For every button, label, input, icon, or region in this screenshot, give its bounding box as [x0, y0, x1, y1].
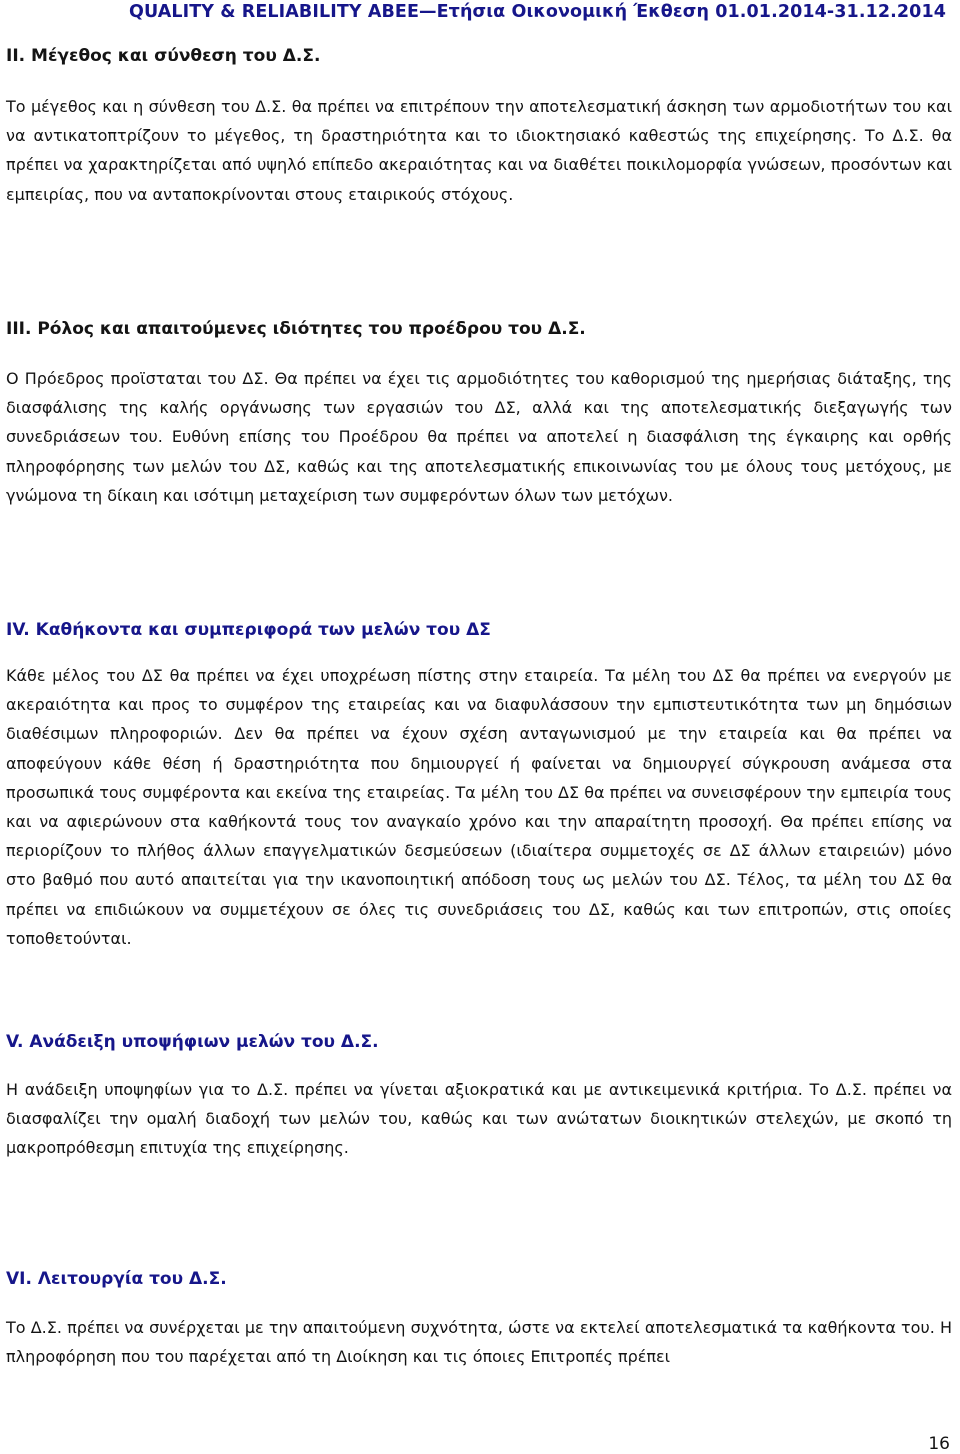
section-body-v: Η ανάδειξη υποψηφίων για το Δ.Σ. πρέπει να γίνεται αξιοκρατικά και με αντικειμενικά κριτήρια. Το Δ.Σ. πρέπει να διασφαλίζει την ομαλή διαδοχή των μελών του, καθώς και των ανώτατων διοικητικών στελεχών, με σκοπό τη μακροπρόθεσμη επιτυχία της επιχείρησης. [6, 1080, 952, 1158]
section-body-vi: Το Δ.Σ. πρέπει να συνέρχεται με την απαιτούμενη συχνότητα, ώστε να εκτελεί αποτελεσματικά τα καθήκοντα του. Η πληροφόρηση που του παρέχεται από τη Διοίκηση και τις όποιες Επιτροπές πρέπει [6, 1318, 952, 1367]
section-heading-iii: III. Ρόλος και απαιτούμενες ιδιότητες του προέδρου του Δ.Σ. [6, 319, 586, 339]
section-heading-v: V. Ανάδειξη υποψήφιων μελών του Δ.Σ. [6, 1032, 379, 1052]
section-heading-ii: II. Μέγεθος και σύνθεση του Δ.Σ. [6, 46, 321, 66]
section-body-iv: Κάθε μέλος του ΔΣ θα πρέπει να έχει υποχρέωση πίστης στην εταιρεία. Τα μέλη του ΔΣ θα πρέπει να ενεργούν με ακεραιότητα και προς το συμφέρον της εταιρείας και να διαφυλάσσουν την εμπιστευτικότητα των μη δημόσιων διαθέσιμων πληροφοριών. Δεν θα πρέπει να έχουν σχέση ανταγωνισμού με την εταιρεία και θα πρέπει να αποφεύγουν κάθε θέση ή δραστηριότητα που δημιουργεί ή φαίνεται να δημιουργεί σύγκρουση ανάμεσα στα προσωπικά τους συμφέροντα και εκείνα της εταιρείας. Τα μέλη του ΔΣ θα πρέπει να συνεισφέρουν την εμπειρία τους και να αφιερώνουν στα καθήκοντά τους τον αναγκαίο χρόνο και την απαραίτητη προσοχή. Θα πρέπει επίσης να περιορίζουν το πλήθος άλλων επαγγελματικών δεσμεύσεων (ιδιαίτερα συμμετοχές σε ΔΣ άλλων εταιρειών) μόνο στο βαθμό που αυτό απαιτείται για την ικανοποιητική απόδοση τους ως μελών του ΔΣ. Τέλος, τα μέλη του ΔΣ θα πρέπει να επιδιώκουν να συμμετέχουν σε όλες τις συνεδριάσεις του ΔΣ, καθώς και των επιτροπών, στις οποίες τοποθετούνται. [6, 666, 952, 948]
section-heading-vi: VI. Λειτουργία του Δ.Σ. [6, 1269, 227, 1289]
section-body-ii: Το μέγεθος και η σύνθεση του Δ.Σ. θα πρέπει να επιτρέπουν την αποτελεσματική άσκηση των αρμοδιοτήτων του και να αντικατοπτρίζουν το μέγεθος, τη δραστηριότητα και το ιδιοκτησιακό καθεστώς της επιχείρησης. Το Δ.Σ. θα πρέπει να χαρακτηρίζεται από υψηλό επίπεδο ακεραιότητας και να διαθέτει ποικιλομορφία γνώσεων, προσόντων και εμπειρίας, που να ανταποκρίνονται στους εταιρικούς στόχους. [6, 97, 952, 204]
page-number: 16 [928, 1434, 950, 1454]
section-heading-iv: IV. Καθήκοντα και συμπεριφορά των μελών του ΔΣ [6, 620, 491, 640]
section-body-iii: Ο Πρόεδρος προϊσταται του ΔΣ. Θα πρέπει να έχει τις αρμοδιότητες του καθορισμού της ημερήσιας διάταξης, της διασφάλισης της καλής οργάνωσης των εργασιών του ΔΣ, αλλά και της αποτελεσματικής διεξαγωγής των συνεδριάσεων του. Ευθύνη επίσης του Προέδρου θα πρέπει να αποτελεί η διασφάλιση της έγκαιρης και ορθής πληροφόρησης των μελών του ΔΣ, καθώς και της αποτελεσματικής επικοινωνίας του με όλους τους μετόχους, με γνώμονα τη δίκαιη και ισότιμη μεταχείριση των συμφερόντων όλων των μετόχων. [6, 369, 952, 505]
running-header: QUALITY & RELIABILITY ABEE—Ετήσια Οικονομική Έκθεση 01.01.2014-31.12.2014 [128, 2, 946, 22]
